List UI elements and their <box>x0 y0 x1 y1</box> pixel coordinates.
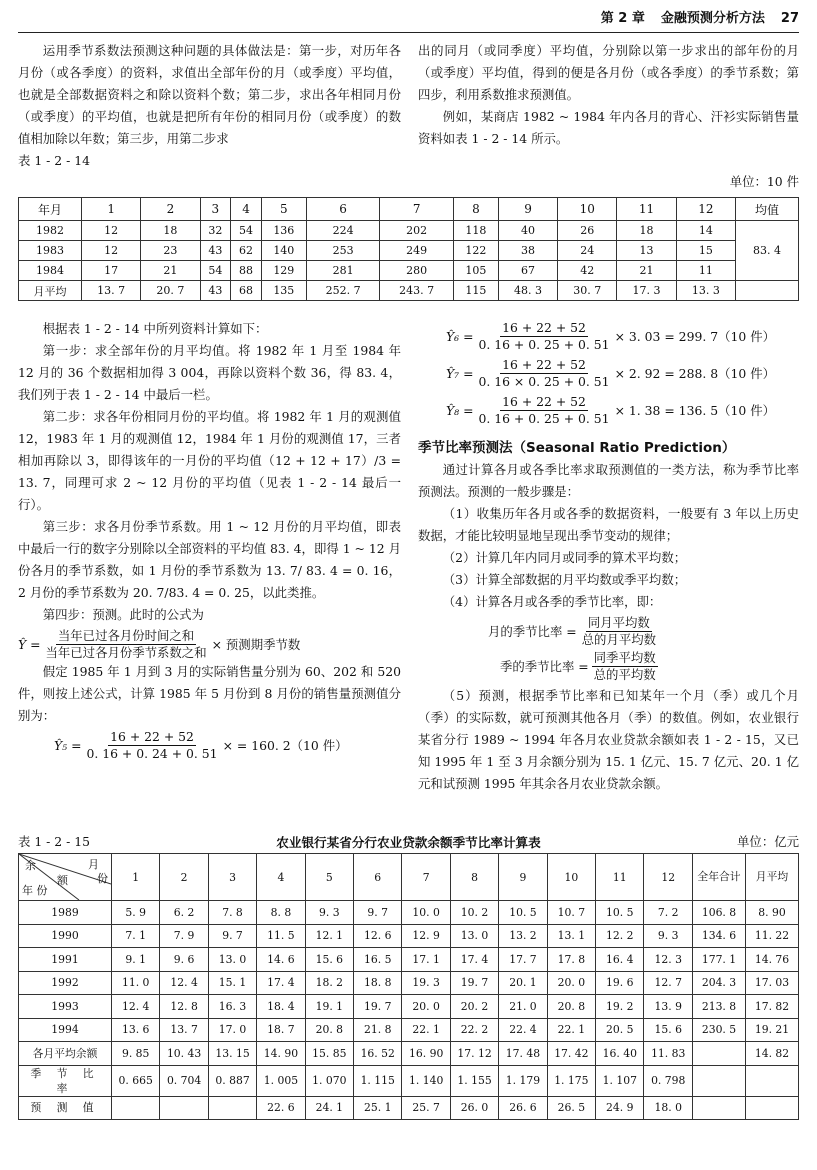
table-cell: 62 <box>231 241 262 261</box>
table-cell: 8. 8 <box>257 901 305 925</box>
table-cell: 17 <box>82 261 141 281</box>
table-cell: 16. 3 <box>208 995 256 1019</box>
table-row <box>19 948 799 972</box>
table-cell: 1990 <box>19 924 112 948</box>
table-cell: 25. 7 <box>402 1096 450 1120</box>
column-header: 11 <box>617 198 676 221</box>
table-cell: 22. 6 <box>257 1096 305 1120</box>
table-cell: 17. 42 <box>547 1042 595 1066</box>
table-cell <box>160 1096 208 1120</box>
table-cell: 213. 8 <box>693 995 746 1019</box>
table-cell: 1. 115 <box>354 1065 402 1096</box>
table-cell: 12. 4 <box>112 995 160 1019</box>
table-cell: 224 <box>306 221 380 241</box>
table-cell: 281 <box>306 261 380 281</box>
table-cell: 8. 90 <box>746 901 799 925</box>
table-cell: 10. 5 <box>499 901 547 925</box>
paragraph: （3）计算全部数据的月平均数或季平均数； <box>442 572 687 587</box>
table-row <box>19 221 799 241</box>
table-cell: 17. 03 <box>746 971 799 995</box>
table-cell: 253 <box>306 241 380 261</box>
table-cell: 9. 7 <box>354 901 402 925</box>
right-column-mid <box>418 318 799 795</box>
table-cell: 17. 82 <box>746 995 799 1019</box>
table-cell: 38 <box>498 241 557 261</box>
paragraph: （2）计算几年内同月或同季的算术平均数； <box>442 550 687 565</box>
table-cell: 22. 4 <box>499 1018 547 1042</box>
table-cell <box>746 1096 799 1120</box>
table-cell: 19. 2 <box>596 995 644 1019</box>
table-cell: 1. 175 <box>547 1065 595 1096</box>
table-cell: 280 <box>380 261 454 281</box>
table-cell: 18. 2 <box>305 971 353 995</box>
table-cell: 10. 2 <box>450 901 498 925</box>
table-cell: 15. 6 <box>305 948 353 972</box>
table-cell: 21. 8 <box>354 1018 402 1042</box>
table-cell: 177. 1 <box>693 948 746 972</box>
table-cell: 68 <box>231 281 262 301</box>
column-header: 7 <box>402 854 450 901</box>
table1-unit: 单位：10 件 <box>729 174 799 189</box>
paragraph: 第三步：求各月份季节系数。用 1 ~ 12 月份的月平均值，即表中最后一行的数字分别除以全部资料的平均值 83. 4，即得 1 ~ 12 月份各月的季节系数，如 1 月份的季节系数为 13. 7/ 83. 4 = 0. 16，2 月份的季节系数为 20. 7/83. 4 = 0. 25，以此类推。 <box>18 519 401 600</box>
paragraph: 根据表 1 - 2 - 14 中所列资料计算如下： <box>42 321 268 336</box>
table-cell: 12. 9 <box>402 924 450 948</box>
table-row <box>19 281 799 301</box>
table-cell: 1989 <box>19 901 112 925</box>
table-cell: 7. 2 <box>644 901 693 925</box>
table-cell: 10. 0 <box>402 901 450 925</box>
table-cell: 1984 <box>19 261 82 281</box>
table-cell: 12. 1 <box>305 924 353 948</box>
table-cell: 67 <box>498 261 557 281</box>
paragraph: 第四步：预测。此时的公式为 <box>42 607 204 622</box>
main-formula: Ŷ = $\frac{\text{当年已过各月份时间之和}}{\text{当年已过各月份季节系数之和}}$ × 预测期季节数 <box>18 628 301 660</box>
table2-label: 表 1 - 2 - 15 <box>18 834 90 849</box>
table-cell: 249 <box>380 241 454 261</box>
table-cell: 17. 4 <box>257 971 305 995</box>
table2-caption <box>18 832 799 852</box>
table-cell: 1. 155 <box>450 1065 498 1096</box>
table-cell: 21 <box>617 261 676 281</box>
column-header: 1 <box>82 198 141 221</box>
table-cell: 19. 7 <box>450 971 498 995</box>
table-cell: 136 <box>261 221 306 241</box>
table-cell: 17. 1 <box>402 948 450 972</box>
paragraph: （1）收集历年各月或各季的数据资料，一般要有 3 年以上历史数据，才能比较明显地呈现出季节变动的规律； <box>418 506 799 543</box>
table-cell: 12. 4 <box>160 971 208 995</box>
table-cell: 21. 0 <box>499 995 547 1019</box>
column-header: 7 <box>380 198 454 221</box>
table-cell: 1994 <box>19 1018 112 1042</box>
right-column-top <box>418 40 799 150</box>
table-cell: 106. 8 <box>693 901 746 925</box>
table-cell: 10. 43 <box>160 1042 208 1066</box>
table-cell: 13. 1 <box>547 924 595 948</box>
table-cell: 202 <box>380 221 454 241</box>
table-cell: 17. 4 <box>450 948 498 972</box>
table-cell: 0. 704 <box>160 1065 208 1096</box>
table-cell: 43 <box>200 281 231 301</box>
table-cell: 24. 9 <box>596 1096 644 1120</box>
table-cell: 24 <box>558 241 617 261</box>
table-cell: 1. 005 <box>257 1065 305 1096</box>
table-cell: 1993 <box>19 995 112 1019</box>
page-number: 27 <box>780 11 799 26</box>
table-cell: 13. 0 <box>208 948 256 972</box>
table-cell: 12. 6 <box>354 924 402 948</box>
table-cell: 7. 8 <box>208 901 256 925</box>
column-header: 9 <box>499 854 547 901</box>
table-cell: 预 测 值 <box>19 1096 112 1120</box>
table-cell: 16. 4 <box>596 948 644 972</box>
sales-table <box>18 197 799 301</box>
section-title: 季节比率预测法（Seasonal Ratio Prediction） <box>418 440 736 456</box>
loan-table <box>18 853 799 1120</box>
table-cell: 25. 1 <box>354 1096 402 1120</box>
table-cell: 14. 76 <box>746 948 799 972</box>
table-cell: 252. 7 <box>306 281 380 301</box>
table-cell: 24. 1 <box>305 1096 353 1120</box>
table-cell: 9. 1 <box>112 948 160 972</box>
table-cell: 15 <box>676 241 735 261</box>
table-cell: 129 <box>261 261 306 281</box>
table-cell <box>693 1096 746 1120</box>
table-cell: 13. 7 <box>160 1018 208 1042</box>
table-row <box>19 1042 799 1066</box>
table-cell: 20. 7 <box>141 281 200 301</box>
table-cell: 43 <box>200 241 231 261</box>
column-header: 3 <box>208 854 256 901</box>
table-cell <box>736 281 799 301</box>
table-cell: 204. 3 <box>693 971 746 995</box>
table-cell: 105 <box>453 261 498 281</box>
chapter-title: 金融预测分析方法 <box>660 11 765 26</box>
table-cell: 12 <box>82 241 141 261</box>
table-cell: 20. 2 <box>450 995 498 1019</box>
column-header: 10 <box>558 198 617 221</box>
table-label: 表 1 - 2 - 14 <box>18 153 90 168</box>
table-cell: 19. 21 <box>746 1018 799 1042</box>
left-column <box>18 40 401 172</box>
paragraph: （5）预测，根据季节比率和已知某年一个月（季）或几个月（季）的实际数，就可预测其他各月（季）的数值。例如，农业银行某省分行 1989 ~ 1994 年各月农业贷款余额如表 1 - 2 - 15，又已知 1995 年 1 至 3 月余额分别为 15. 1 亿元、15. 7 亿元、20. 1 亿元和试预测 1995 年其余各月农业贷款余额。 <box>418 688 799 791</box>
table-cell: 17. 8 <box>547 948 595 972</box>
column-header: 2 <box>141 198 200 221</box>
table-cell: 14. 6 <box>257 948 305 972</box>
table-cell: 7. 9 <box>160 924 208 948</box>
table-cell: 54 <box>200 261 231 281</box>
paragraph: 第一步：求全部年份的月平均值。将 1982 年 1 月至 1984 年 12 月的 36 个数据相加得 3 004，再除以资料个数 36，得 83. 4，我们列于表 1 - 2 - 14 中最后一栏。 <box>18 343 401 402</box>
table-cell: 20. 8 <box>547 995 595 1019</box>
table-cell: 17. 0 <box>208 1018 256 1042</box>
table-cell: 18 <box>617 221 676 241</box>
table-cell: 115 <box>453 281 498 301</box>
table-cell: 11 <box>676 261 735 281</box>
table-cell: 32 <box>200 221 231 241</box>
table-cell: 15. 85 <box>305 1042 353 1066</box>
table-cell: 26. 6 <box>499 1096 547 1120</box>
table-cell: 20. 5 <box>596 1018 644 1042</box>
table-cell: 134. 6 <box>693 924 746 948</box>
table-cell: 20. 8 <box>305 1018 353 1042</box>
table-cell: 20. 0 <box>547 971 595 995</box>
table-cell: 16. 52 <box>354 1042 402 1066</box>
table-cell <box>112 1096 160 1120</box>
table-cell <box>208 1096 256 1120</box>
column-header: 5 <box>305 854 353 901</box>
table-cell: 16. 40 <box>596 1042 644 1066</box>
formula-y8: Ŷ₈ = $\frac{16 + 22 + 52}{0. 16 + 0. 25 + 0. 51}$ × 1. 38 = 136. 5（10 件） <box>446 394 775 426</box>
column-header: 全年合计 <box>693 854 746 901</box>
paragraph: 运用季节系数法预测这种问题的具体做法是：第一步，对历年各月份（或各季度）的资料，求值出全部年份的月（或季度）平均值，也就是全部数据资料之和除以资料个数；第二步，求出各年相同月份（或季度）的平均值，也就是把所有年份的相同月份（或季度）的数值相加除以年数；第三步，用第二步求 <box>18 43 401 146</box>
season-ratio-formula: 季的季节比率 = $\frac{\text{同季平均数}}{\text{总的平均数}}$ <box>500 650 656 682</box>
table-row <box>19 1065 799 1096</box>
table-cell: 17. 3 <box>617 281 676 301</box>
table-cell: 18. 0 <box>644 1096 693 1120</box>
table-cell: 22. 1 <box>547 1018 595 1042</box>
table-cell: 13 <box>617 241 676 261</box>
left-column-mid <box>18 318 401 764</box>
table-cell: 5. 9 <box>112 901 160 925</box>
table-cell: 26. 5 <box>547 1096 595 1120</box>
table-row <box>19 971 799 995</box>
paragraph: 第二步：求各年份相同月份的平均值。将 1982 年 1 月的观测值 12，1983 年 1 月的观测值 12，1984 年 1 月份的观测值 17，三者相加再除以 3，即得该年的一月份的平均值（12 + 12 + 17）/3 = 13. 7，同理可求 2 ~ 12 月份的平均值（见表 1 - 2 - 14 最后一行）。 <box>18 409 401 512</box>
paragraph: （4）计算各月或各季的季节比率，即： <box>442 594 662 609</box>
table-cell: 243. 7 <box>380 281 454 301</box>
column-header: 8 <box>450 854 498 901</box>
table-row <box>19 1096 799 1120</box>
column-header: 2 <box>160 854 208 901</box>
table-cell: 19. 6 <box>596 971 644 995</box>
column-header: 4 <box>257 854 305 901</box>
table-cell: 11. 0 <box>112 971 160 995</box>
table-cell: 9. 7 <box>208 924 256 948</box>
table-cell: 各月平均余额 <box>19 1042 112 1066</box>
formula-y6: Ŷ₆ = $\frac{16 + 22 + 52}{0. 16 + 0. 25 + 0. 51}$ × 3. 03 = 299. 7（10 件） <box>446 320 775 352</box>
table-cell: 19. 7 <box>354 995 402 1019</box>
table-cell: 19. 1 <box>305 995 353 1019</box>
table-cell: 13. 0 <box>450 924 498 948</box>
table-cell: 9. 3 <box>305 901 353 925</box>
table-cell: 42 <box>558 261 617 281</box>
paragraph: 出的同月（或同季度）平均值，分别除以第一步求出的部年份的月（或季度）平均值，得到的便是各月份（或各季度）的季节系数；第四步，利用系数推求预测值。 <box>418 43 799 102</box>
table-cell: 26 <box>558 221 617 241</box>
table-cell: 9. 6 <box>160 948 208 972</box>
table-cell: 1. 140 <box>402 1065 450 1096</box>
table-cell: 季 节 比 率 <box>19 1065 112 1096</box>
column-header: 9 <box>498 198 557 221</box>
month-ratio-formula: 月的季节比率 = $\frac{\text{同月平均数}}{\text{总的月平均数}}$ <box>488 615 657 647</box>
table-cell: 1982 <box>19 221 82 241</box>
table-cell: 13. 15 <box>208 1042 256 1066</box>
column-header: 10 <box>547 854 595 901</box>
table-cell: 10. 5 <box>596 901 644 925</box>
table-cell: 20. 1 <box>499 971 547 995</box>
table-cell: 14 <box>676 221 735 241</box>
column-header: 8 <box>453 198 498 221</box>
table-cell: 1983 <box>19 241 82 261</box>
table-cell: 17. 12 <box>450 1042 498 1066</box>
chapter-number: 第 2 章 <box>600 11 645 26</box>
table-cell: 18. 4 <box>257 995 305 1019</box>
table-cell: 22. 1 <box>402 1018 450 1042</box>
table-cell: 118 <box>453 221 498 241</box>
column-header: 均值 <box>736 198 799 221</box>
table-cell: 17. 7 <box>499 948 547 972</box>
table-row <box>19 241 799 261</box>
table-row <box>19 261 799 281</box>
table-cell: 1991 <box>19 948 112 972</box>
table-cell: 13. 3 <box>676 281 735 301</box>
table-cell: 11. 83 <box>644 1042 693 1066</box>
table-cell: 月平均 <box>19 281 82 301</box>
table-row <box>19 995 799 1019</box>
table-cell: 1. 179 <box>499 1065 547 1096</box>
table-cell: 135 <box>261 281 306 301</box>
table-row <box>19 901 799 925</box>
table-cell: 12 <box>82 221 141 241</box>
column-header: 12 <box>676 198 735 221</box>
corner-header: 余 额 月 份 年 份 <box>19 854 112 901</box>
table-cell: 11. 5 <box>257 924 305 948</box>
table-cell: 11. 22 <box>746 924 799 948</box>
table-row <box>19 1018 799 1042</box>
table-cell: 16. 90 <box>402 1042 450 1066</box>
table-row <box>19 924 799 948</box>
mean-cell: 83. 4 <box>736 221 799 281</box>
table-cell: 9. 85 <box>112 1042 160 1066</box>
paragraph: 通过计算各月或各季比率求取预测值的一类方法，称为季节比率预测法。预测的一般步骤是： <box>418 462 799 499</box>
table-cell: 1992 <box>19 971 112 995</box>
table-cell: 7. 1 <box>112 924 160 948</box>
table-cell: 12. 2 <box>596 924 644 948</box>
table-cell: 0. 665 <box>112 1065 160 1096</box>
table-cell: 122 <box>453 241 498 261</box>
paragraph: 例如，某商店 1982 ~ 1984 年内各月的背心、汗衫实际销售量资料如表 1 - 2 - 14 所示。 <box>418 109 799 146</box>
column-header: 11 <box>596 854 644 901</box>
table-cell: 13. 9 <box>644 995 693 1019</box>
formula-y7: Ŷ₇ = $\frac{16 + 22 + 52}{0. 16 \times 0. 25 + 0. 51}$ × 2. 92 = 288. 8（10 件） <box>446 357 775 389</box>
table-cell: 21 <box>141 261 200 281</box>
table-cell: 14. 90 <box>257 1042 305 1066</box>
column-header: 12 <box>644 854 693 901</box>
table-cell: 40 <box>498 221 557 241</box>
table-cell: 10. 7 <box>547 901 595 925</box>
table-cell: 14. 82 <box>746 1042 799 1066</box>
table-cell: 23 <box>141 241 200 261</box>
table-cell: 20. 0 <box>402 995 450 1019</box>
column-header: 月平均 <box>746 854 799 901</box>
table-cell: 18. 7 <box>257 1018 305 1042</box>
column-header: 5 <box>261 198 306 221</box>
table-cell: 30. 7 <box>558 281 617 301</box>
table-cell <box>693 1065 746 1096</box>
table-cell: 9. 3 <box>644 924 693 948</box>
page-header <box>18 6 799 33</box>
table-cell: 88 <box>231 261 262 281</box>
table-cell: 18. 8 <box>354 971 402 995</box>
table-cell: 22. 2 <box>450 1018 498 1042</box>
table-cell: 230. 5 <box>693 1018 746 1042</box>
table-cell: 0. 798 <box>644 1065 693 1096</box>
paragraph: 假定 1985 年 1 月到 3 月的实际销售量分别为 60、202 和 520 件，则按上述公式，计算 1985 年 5 月份到 8 月份的销售量预测值分别为： <box>18 664 401 723</box>
table-cell: 1. 070 <box>305 1065 353 1096</box>
table2-title: 农业银行某省分行农业贷款余额季节比率计算表 <box>276 835 541 850</box>
table-cell <box>693 1042 746 1066</box>
table-cell: 19. 3 <box>402 971 450 995</box>
table-cell: 12. 8 <box>160 995 208 1019</box>
column-header: 年月 <box>19 198 82 221</box>
table-cell: 12. 3 <box>644 948 693 972</box>
table2-unit: 单位：亿元 <box>737 834 799 849</box>
column-header: 6 <box>354 854 402 901</box>
table-cell: 6. 2 <box>160 901 208 925</box>
column-header: 1 <box>112 854 160 901</box>
table-cell: 48. 3 <box>498 281 557 301</box>
table-cell: 15. 6 <box>644 1018 693 1042</box>
table-cell: 140 <box>261 241 306 261</box>
table-cell: 13. 7 <box>82 281 141 301</box>
table-cell: 13. 2 <box>499 924 547 948</box>
column-header: 6 <box>306 198 380 221</box>
table-cell: 18 <box>141 221 200 241</box>
column-header: 4 <box>231 198 262 221</box>
table-cell: 12. 7 <box>644 971 693 995</box>
table-cell: 1. 107 <box>596 1065 644 1096</box>
table-cell: 16. 5 <box>354 948 402 972</box>
table-cell: 0. 887 <box>208 1065 256 1096</box>
table-cell: 26. 0 <box>450 1096 498 1120</box>
table-cell: 54 <box>231 221 262 241</box>
table-cell: 17. 48 <box>499 1042 547 1066</box>
table-cell: 15. 1 <box>208 971 256 995</box>
table-cell: 13. 6 <box>112 1018 160 1042</box>
column-header: 3 <box>200 198 231 221</box>
table-cell <box>746 1065 799 1096</box>
formula-y5: Ŷ₅ = $\frac{16 + 22 + 52}{0. 16 + 0. 24 + 0. 51}$ × = 160. 2（10 件） <box>54 729 348 761</box>
